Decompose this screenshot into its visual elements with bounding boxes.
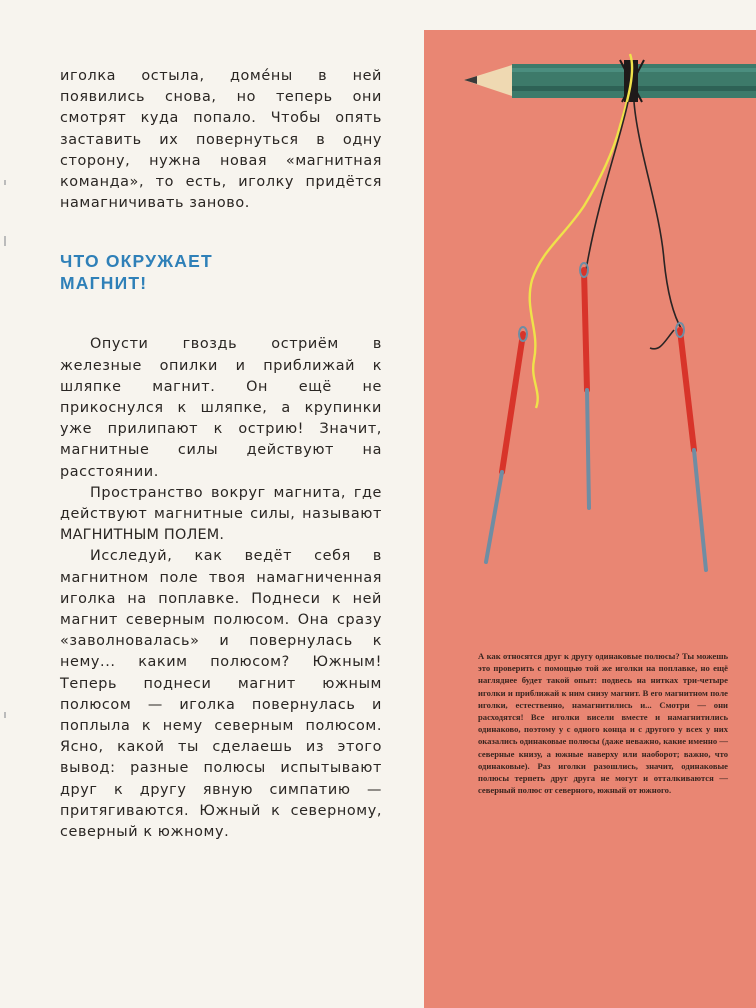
paragraph-nail: Опусти гвоздь остриём в железные опилки и приближай к шляпке магнит. Он ещё не прикоснулся к шляпке, а крупинки уже прилипают к острию! Значит, магнитные силы действуют на расстоянии. [60,336,382,480]
text-column [60,66,382,843]
needle-right-icon [676,323,706,570]
illustration-plate [424,30,756,1008]
section-heading [60,250,382,294]
paragraph-top: иголка остыла, домéны в ней появились снова, но теперь они смотрят куда попало. Чтобы опять заставить их повернуться в одну сторону, нужна новая «магнитная команда», то есть, иголку придётся намагничивать заново. [60,68,382,212]
paragraph-field-definition [60,483,382,547]
pencil-needles-illustration [424,30,756,630]
heading-line-1: ЧТО ОКРУЖАЕТ [60,251,213,272]
magnetic-field-term: МАГНИТНЫМ ПОЛЕМ. [60,527,225,544]
needle-left-icon [486,327,527,562]
needle-middle-icon [580,263,589,508]
paragraph-needle-experiment: Исследуй, как ведёт себя в магнитном поле твоя намагниченная иголка на поплавке. Поднеси к ней магнит северным полюсом. Она сразу «заволновалась» и повернулась к нему... каким полюсом? Южным! Теперь поднеси магнит южным полюсом — иголка повернулась и поплыла к нему северным полюсом. Ясно, какой ты сделаешь из этого вывод: разные полюсы испытывают друг к другу явную симпатию — притягиваются. Южный к северному, северный к южному. [60,548,382,841]
thread-yellow [530,54,632,408]
illustration-caption: А как относятся друг к другу одинаковые полюсы? Ты можешь это проверить с помощью той же иголки на поплавке, но ещё нагляднее будет такой опыт: подвесь на нитках три-четыре иголки и приближай к ним снизу магнит. В его магнитном поле иголки, естественно, намагнитились и... Смотри — они расходятся! Все иголки висели вместе и намагнитились одинаково, поэтому у с одного конца и с другого у всех у них оказались одинаковые полюсы (даже неважно, какие именно — северные книзу, а южные наверху или наоборот; важно, что одинаковые). Раз иголки разошлись, значит, одинаковые полюсы терпеть друг друга не могут и отталкиваются — северный полюс от северного, южный от южного. [478,651,728,796]
thread-right [634,102,682,330]
margin-mark [4,236,6,246]
margin-mark [4,712,6,718]
thread-middle [586,102,628,270]
definition-text: Пространство вокруг магнита, где действуют магнитные силы, называют [60,484,382,523]
pencil-icon [464,60,756,102]
heading-line-2: МАГНИТ! [60,273,148,294]
margin-mark [4,180,6,185]
